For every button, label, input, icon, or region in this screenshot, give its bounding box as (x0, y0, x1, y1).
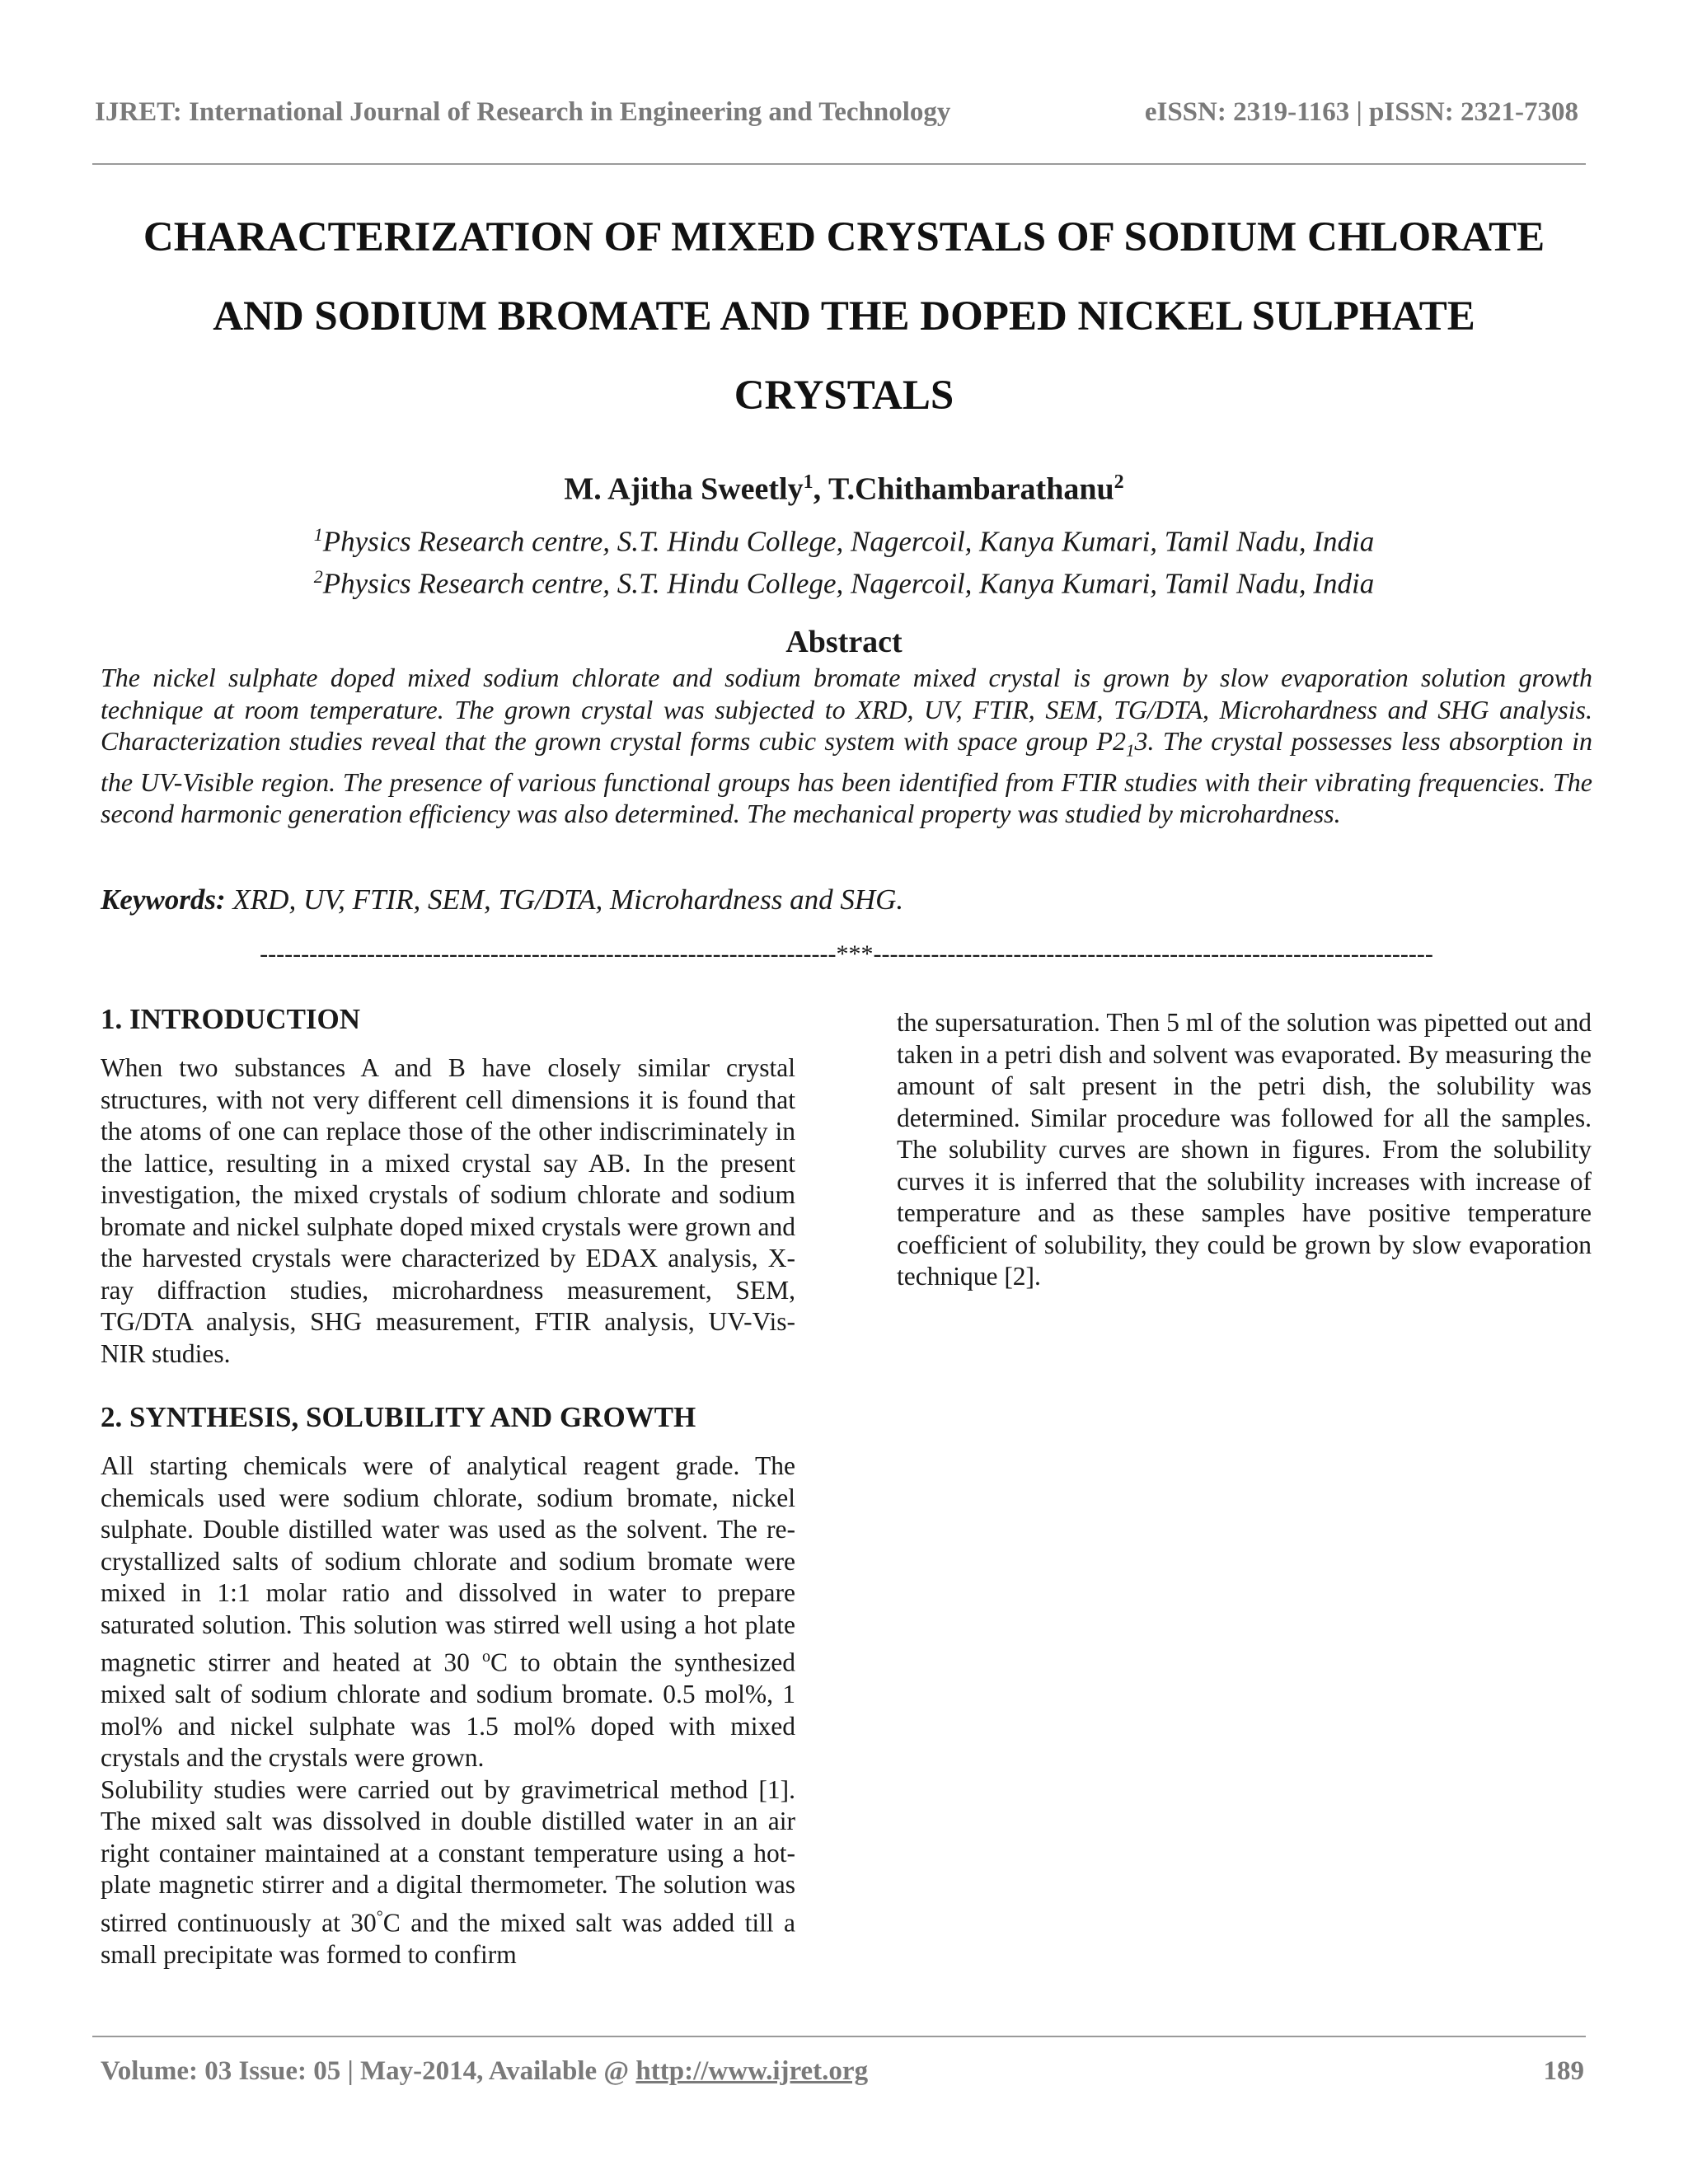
author-separator: , (813, 471, 828, 507)
abstract-heading: Abstract (785, 625, 903, 659)
keywords-label: Keywords: (101, 883, 226, 916)
volume-text: Volume: 03 Issue: 05 | May-2014, Available @ (101, 2056, 636, 2086)
affiliation-2-text: Physics Research centre, S.T. Hindu College, Nagercoil, Kanya Kumari, Tamil Nadu, India (322, 567, 1375, 600)
affiliations (82, 518, 1606, 601)
header-rule (92, 163, 1586, 165)
running-footer (101, 2056, 1584, 2097)
affiliation-1-mark: 1 (313, 524, 323, 545)
title-line-3: CRYSTALS (734, 373, 954, 419)
paper-title (82, 198, 1606, 435)
author-2-mark: 2 (1114, 471, 1124, 493)
synthesis-p1-part-2: C to obtain the synthesized mixed salt of sodium chlorate and sodium bromate. 0.5 mol%, 1 mol% and nickel sulphate was 1.5 mol% doped with mixed crystals and the crystals were grown. (101, 1647, 795, 1772)
synthesis-p2-part-1: Solubility studies were carried out by gravimetrical method [1]. The mixed salt was dissolved in double distilled water in an air right container maintained at a constant temperature using a hot-plate magnetic stirrer and a digital thermometer. The solution was stirred continuously at 30 (101, 1774, 795, 1937)
abstract-text (101, 662, 1592, 830)
section-separator: ----------------------------------------------------------------------***-------------------------------------------------------------------- (260, 940, 1433, 968)
intro-paragraph: When two substances A and B have closely similar crystal structures, with not very different cell dimensions it is found that the atoms of one can replace those of the other indiscriminately in the lattice, resulting in a mixed crystal say AB. In the present investigation, the mixed crystals of sodium chlorate and sodium bromate and nickel sulphate doped mixed crystals were grown and the harvested crystals were characterized by EDAX analysis, X-ray diffraction studies, microhardness measurement, SEM, TG/DTA analysis, SHG measurement, FTIR analysis, UV-Vis-NIR studies. (101, 1053, 795, 1368)
running-header (95, 97, 1578, 138)
left-column (101, 1001, 795, 1971)
title-line-1: CHARACTERIZATION OF MIXED CRYSTALS OF SODIUM CHLORATE (143, 214, 1545, 260)
keywords-text: XRD, UV, FTIR, SEM, TG/DTA, Microhardness and SHG. (225, 883, 904, 916)
journal-url-link[interactable]: http://www.ijret.org (635, 2056, 869, 2086)
volume-info (101, 2056, 868, 2087)
keywords (101, 882, 1592, 918)
synthesis-heading: 2. SYNTHESIS, SOLUBILITY AND GROWTH (101, 1401, 696, 1433)
synthesis-p2-part-2: C and the mixed salt was added till a small precipitate was formed to confirm (101, 1908, 796, 1969)
author-list (82, 462, 1606, 510)
synthesis-p1-part-1: All starting chemicals were of analytical reagent grade. The chemicals used were sodium chlorate, sodium bromate, nickel sulphate. Double distilled water was used as the solvent. The re-crystallized salts of sodium chlorate and sodium bromate were mixed in 1:1 molar ratio and dissolved in water to prepare saturated solution. This solution was stirred well using a hot plate magnetic stirrer and heated at 30 (101, 1451, 795, 1677)
right-column (897, 1007, 1592, 1293)
degree-mark-2: ° (376, 1907, 383, 1926)
footer-rule (92, 2036, 1586, 2037)
title-line-2: AND SODIUM BROMATE AND THE DOPED NICKEL SULPHATE (213, 293, 1475, 340)
author-2: T.Chithambarathanu (828, 471, 1114, 507)
affiliation-1-text: Physics Research centre, S.T. Hindu College, Nagercoil, Kanya Kumari, Tamil Nadu, India (322, 525, 1375, 558)
journal-name: IJRET: International Journal of Research in Engineering and Technology (95, 97, 951, 127)
issn-info: eISSN: 2319-1163 | pISSN: 2321-7308 (1144, 97, 1578, 127)
page-number: 189 (1543, 2056, 1584, 2086)
synthesis-paragraph-1 (101, 1451, 795, 1774)
author-1-mark: 1 (803, 471, 814, 493)
abstract-subscript: 1 (1125, 740, 1135, 761)
affiliation-2-mark: 2 (313, 565, 323, 587)
intro-heading: 1. INTRODUCTION (101, 1003, 361, 1035)
author-1: M. Ajitha Sweetly (564, 471, 804, 507)
synthesis-paragraph-continued: the supersaturation. Then 5 ml of the solution was pipetted out and taken in a petri dish and solvent was evaporated. By measuring the amount of salt present in the petri dish, the solubility was determined. Similar procedure was followed for all the samples. The solubility curves are shown in figures. From the solubility curves it is inferred that the solubility increases with increase of temperature and as these samples have positive temperature coefficient of solubility, they could be grown by slow evaporation technique [2]. (897, 1008, 1592, 1291)
abstract-text-part-2: 3. The crystal possesses less absorption in the UV-Visible region. The presence of various functional groups has been identified from FTIR studies with their vibrating frequencies. The second harmonic generation efficiency was also determined. The mechanical property was studied by microhardness. (101, 726, 1593, 829)
affiliation-2 (82, 560, 1606, 602)
affiliation-1 (82, 518, 1606, 560)
abstract-text-part-1: The nickel sulphate doped mixed sodium chlorate and sodium bromate mixed crystal is grown by slow evaporation solution growth technique at room temperature. The grown crystal was subjected to XRD, UV, FTIR, SEM, TG/DTA, Microhardness and SHG analysis. Characterization studies reveal that the grown crystal forms cubic system with space group P2 (101, 663, 1592, 756)
degree-mark: o (482, 1647, 491, 1666)
synthesis-paragraph-2 (101, 1774, 795, 1971)
